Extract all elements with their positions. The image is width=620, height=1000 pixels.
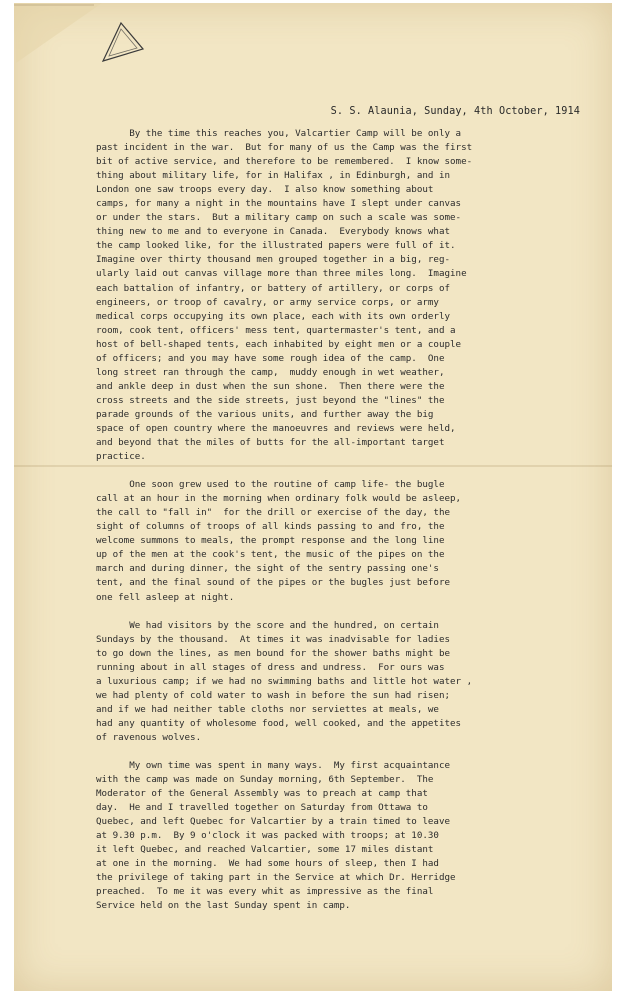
text-line: cross streets and the side streets, just beyond the "lines" the — [96, 394, 445, 406]
text-line: the privilege of taking part in the Service at which Dr. Herridge — [96, 872, 456, 884]
text-line: the call to "fall in" for the drill or exercise of the day, the — [96, 507, 451, 519]
text-line: march and during dinner, the sight of the sentry passing one's — [96, 563, 439, 575]
text-line: the camp looked like, for the illustrated papers were full of it. — [96, 240, 456, 252]
text-line: had any quantity of wholesome food, well cooked, and the appetites — [96, 717, 462, 729]
text-line: and if we had neither table cloths nor serviettes at meals, we — [96, 703, 439, 715]
text-line: ularly laid out canvas village more than three miles long. Imagine — [96, 268, 467, 280]
paragraph — [96, 759, 556, 914]
triangle-mark-icon — [89, 15, 149, 75]
text-line: a luxurious camp; if we had no swimming baths and little hot water , — [96, 675, 473, 687]
text-line: each battalion of infantry, or battery of artillery, or corps of — [96, 282, 451, 294]
text-line: it left Quebec, and reached Valcartier, some 17 miles distant — [96, 844, 434, 856]
text-line: of ravenous wolves. — [96, 731, 202, 743]
text-line: host of bell-shaped tents, each inhabited by eight men or a couple — [96, 338, 462, 350]
text-line: and beyond that the miles of butts for the all-important target — [96, 437, 445, 449]
text-line: one fell asleep at night. — [96, 591, 235, 603]
text-line: medical corps occupying its own place, each with its own orderly — [96, 310, 451, 322]
text-line: One soon grew used to the routine of camp life- the bugle — [96, 479, 445, 491]
letter-page — [14, 3, 612, 991]
text-line: to go down the lines, as men bound for the shower baths might be — [96, 647, 451, 659]
text-line: thing new to me and to everyone in Canada. Everybody knows what — [96, 226, 451, 238]
text-line: room, cook tent, officers' mess tent, quartermaster's tent, and a — [96, 324, 456, 336]
text-line: parade grounds of the various units, and further away the big — [96, 408, 434, 420]
text-line: running about in all stages of dress and undress. For ours was — [96, 661, 445, 673]
text-line: Quebec, and left Quebec for Valcartier by a train timed to leave — [96, 816, 451, 828]
text-line: Moderator of the General Assembly was to preach at camp that — [96, 788, 428, 800]
text-line: camps, for many a night in the mountains have I slept under canvas — [96, 198, 462, 210]
text-line: engineers, or troop of cavalry, or army service corps, or army — [96, 296, 439, 308]
text-line: of officers; and you may have some rough idea of the camp. One — [96, 352, 445, 364]
text-line: thing about military life, for in Halifax , in Edinburgh, and in — [96, 170, 451, 182]
paragraph — [96, 478, 556, 604]
text-line: welcome summons to meals, the prompt response and the long line — [96, 535, 445, 547]
letter-dateline: S. S. Alaunia, Sunday, 4th October, 1914 — [330, 106, 580, 117]
text-line: Imagine over thirty thousand men grouped together in a big, reg- — [96, 254, 451, 266]
text-line: at 9.30 p.m. By 9 o'clock it was packed with troops; at 10.30 — [96, 830, 439, 842]
text-line: up of the men at the cook's tent, the music of the pipes on the — [96, 549, 445, 561]
text-line: tent, and the final sound of the pipes or the bugles just before — [96, 577, 451, 589]
letter-body — [96, 127, 556, 927]
text-line: long street ran through the camp, muddy enough in wet weather, — [96, 366, 445, 378]
text-line: sight of columns of troops of all kinds passing to and fro, the — [96, 521, 445, 533]
text-line: or under the stars. But a military camp on such a scale was some- — [96, 212, 462, 224]
paragraph — [96, 619, 556, 745]
text-line: London one saw troops every day. I also know something about — [96, 184, 434, 196]
text-line: We had visitors by the score and the hundred, on certain — [96, 619, 439, 631]
text-line: Sundays by the thousand. At times it was inadvisable for ladies — [96, 633, 451, 645]
text-line: past incident in the war. But for many of us the Camp was the first — [96, 142, 473, 154]
text-line: preached. To me it was every whit as impressive as the final — [96, 886, 434, 898]
text-line: space of open country where the manoeuvres and reviews were held, — [96, 422, 456, 434]
text-line: with the camp was made on Sunday morning, 6th September. The — [96, 774, 434, 786]
paragraph — [96, 127, 556, 464]
text-line: Service held on the last Sunday spent in camp. — [96, 900, 351, 912]
text-line: bit of active service, and therefore to be remembered. I know some- — [96, 156, 473, 168]
text-line: we had plenty of cold water to wash in before the sun had risen; — [96, 689, 451, 701]
text-line: and ankle deep in dust when the sun shone. Then there were the — [96, 380, 445, 392]
text-line: at one in the morning. We had some hours of sleep, then I had — [96, 858, 439, 870]
text-line: By the time this reaches you, Valcartier Camp will be only a — [96, 128, 462, 139]
text-line: day. He and I travelled together on Saturday from Ottawa to — [96, 802, 428, 814]
text-line: My own time was spent in many ways. My first acquaintance — [96, 759, 451, 771]
text-line: call at an hour in the morning when ordinary folk would be asleep, — [96, 493, 462, 505]
text-line: practice. — [96, 451, 146, 463]
